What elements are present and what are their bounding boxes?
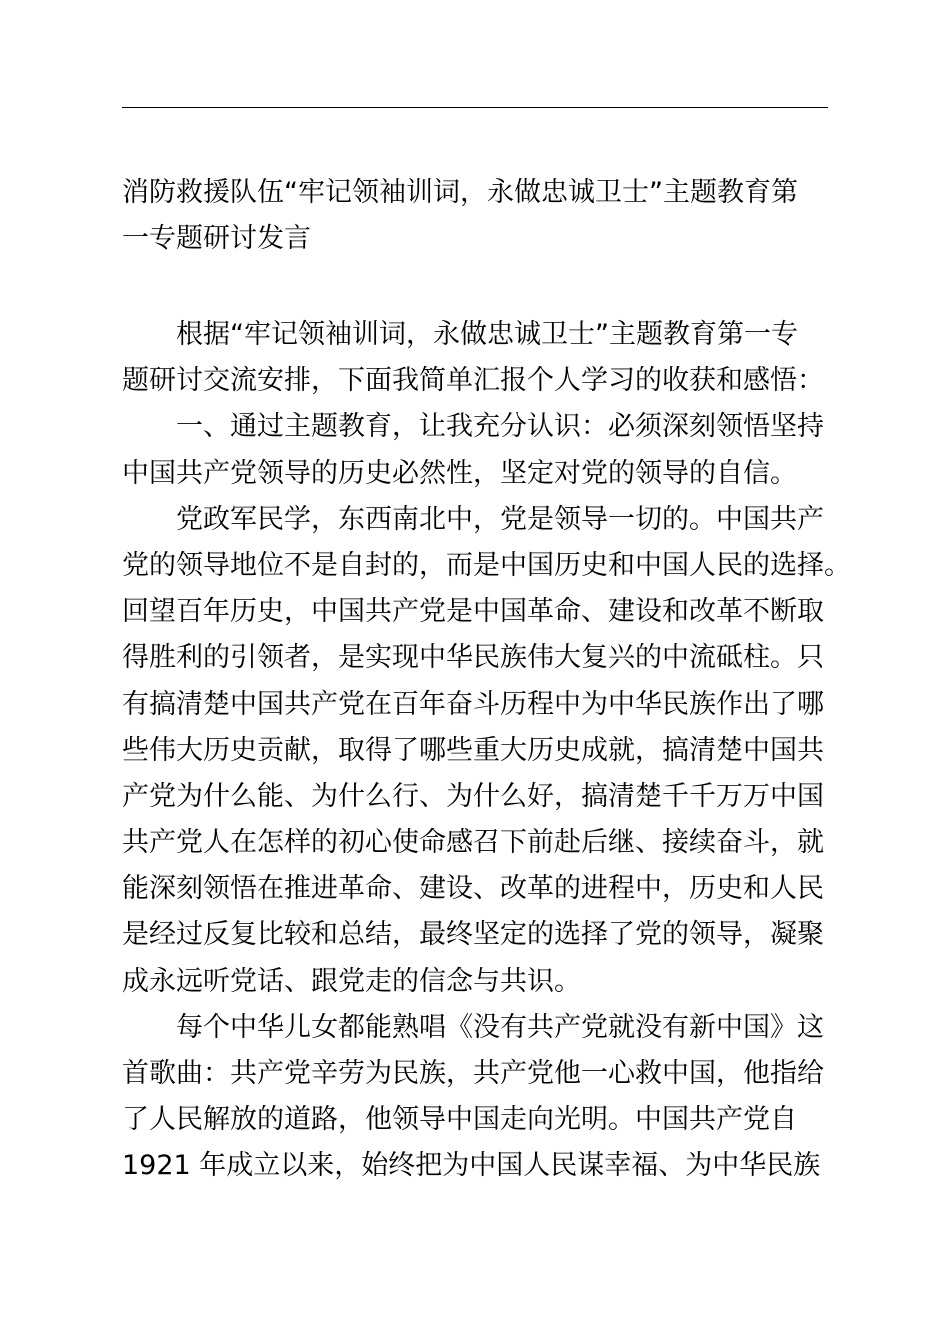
body-line: 产党为什么能、为什么行、为什么好，搞清楚千千万万中国 bbox=[122, 780, 824, 812]
body-line: 些伟大历史贡献，取得了哪些重大历史成就，搞清楚中国共 bbox=[122, 734, 824, 766]
body-line: 中国共产党领导的历史必然性，坚定对党的领导的自信。 bbox=[122, 457, 797, 489]
body-line: 了人民解放的道路，他领导中国走向光明。中国共产党自 bbox=[122, 1104, 797, 1136]
body-line: 成永远听党话、跟党走的信念与共识。 bbox=[122, 965, 581, 997]
body-line: 得胜利的引领者，是实现中华民族伟大复兴的中流砥柱。只 bbox=[122, 642, 824, 674]
title-line: 一专题研讨发言 bbox=[122, 223, 311, 254]
body-line: 党政军民学，东西南北中，党是领导一切的。中国共产 bbox=[176, 503, 824, 535]
body-line: 党的领导地位不是自封的，而是中国历史和中国人民的选择。 bbox=[122, 549, 851, 581]
body-line: 首歌曲：共产党辛劳为民族，共产党他一心救中国，他指给 bbox=[122, 1058, 824, 1089]
body-line: 回望百年历史，中国共产党是中国革命、建设和改革不断取 bbox=[122, 596, 824, 628]
body-line: 是经过反复比较和总结，最终坚定的选择了党的领导，凝聚 bbox=[122, 919, 824, 951]
document-title bbox=[122, 170, 832, 262]
body-line: 能深刻领悟在推进革命、建设、改革的进程中，历史和人民 bbox=[122, 873, 824, 905]
body-line: 一、通过主题教育，让我充分认识：必须深刻领悟坚持 bbox=[176, 411, 824, 443]
body-line: 有搞清楚中国共产党在百年奋斗历程中为中华民族作出了哪 bbox=[122, 688, 824, 720]
header-rule bbox=[122, 107, 828, 108]
body-line: 共产党人在怎样的初心使命感召下前赴后继、接续奋斗，就 bbox=[122, 827, 824, 859]
body-line: 题研讨交流安排，下面我简单汇报个人学习的收获和感悟： bbox=[122, 365, 824, 397]
title-line: 消防救援队伍“牢记领袖训词，永做忠诚卫士”主题教育第 bbox=[122, 177, 798, 208]
body-line: 根据“牢记领袖训词，永做忠诚卫士”主题教育第一专 bbox=[176, 319, 798, 350]
document-body bbox=[122, 312, 851, 1190]
body-line: 1921 年成立以来，始终把为中国人民谋幸福、为中华民族 bbox=[122, 1150, 821, 1182]
body-line: 每个中华儿女都能熟唱《没有共产党就没有新中国》这 bbox=[176, 1011, 824, 1043]
